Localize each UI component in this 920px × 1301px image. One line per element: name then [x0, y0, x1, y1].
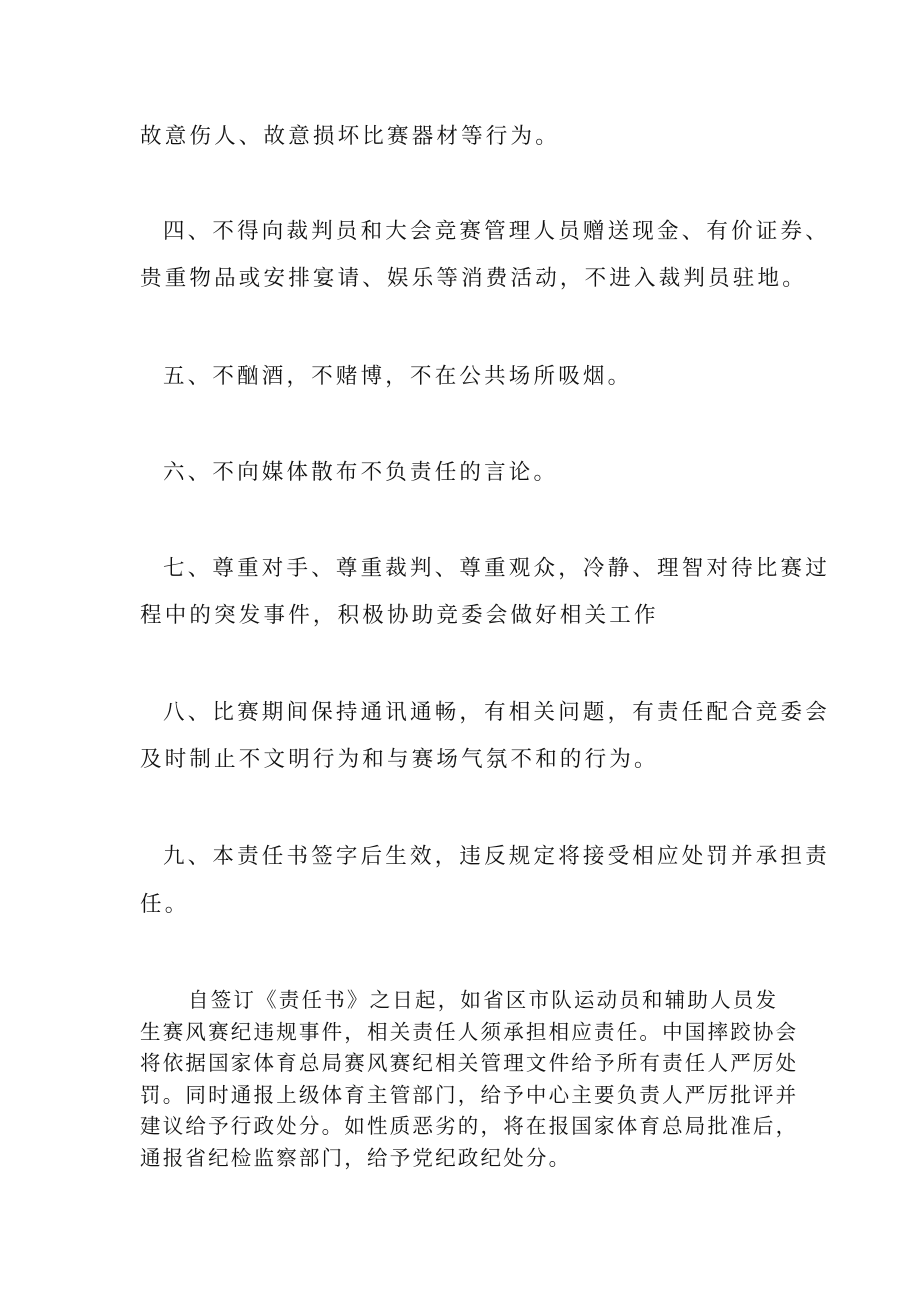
closing-paragraph: 自签订《责任书》之日起，如省区市队运动员和辅助人员发生赛风赛纪违规事件，相关责任人须承担相应责任。中国摔跤协会将依据国家体育总局赛风赛纪相关管理文件给予所有责任人严厉处罚。同时通报上级体育主管部门，给予中心主要负责人严厉批评并建议给予行政处分。如性质恶劣的，将在报国家体育总局批准后，通报省纪检监察部门，给予党纪政纪处分。: [140, 988, 799, 1170]
clause-3-continuation: 故意伤人、故意损坏比赛器材等行为。: [140, 124, 560, 149]
clause-8-line-2: 及时制止不文明行为和与赛场气氛不和的行为。: [140, 747, 659, 772]
clause-9-line-1: 九、本责任书签字后生效，违反规定将接受相应处罚并承担责: [163, 844, 830, 869]
clause-5: 五、不酗酒，不赌博，不在公共场所吸烟。: [163, 364, 633, 389]
clause-4-line-1: 四、不得向裁判员和大会竞赛管理人员赠送现金、有价证券、: [163, 219, 830, 244]
clause-9-line-2: 任。: [140, 892, 190, 917]
clause-7-line-2: 程中的突发事件，积极协助竞委会做好相关工作: [140, 603, 659, 628]
clause-6: 六、不向媒体散布不负责任的言论。: [163, 460, 559, 485]
clause-8-line-1: 八、比赛期间保持通讯通畅，有相关问题，有责任配合竞委会: [163, 700, 830, 725]
clause-7-line-1: 七、尊重对手、尊重裁判、尊重观众，冷静、理智对待比赛过: [163, 556, 830, 581]
clause-4-line-2: 贵重物品或安排宴请、娱乐等消费活动，不进入裁判员驻地。: [140, 266, 807, 291]
